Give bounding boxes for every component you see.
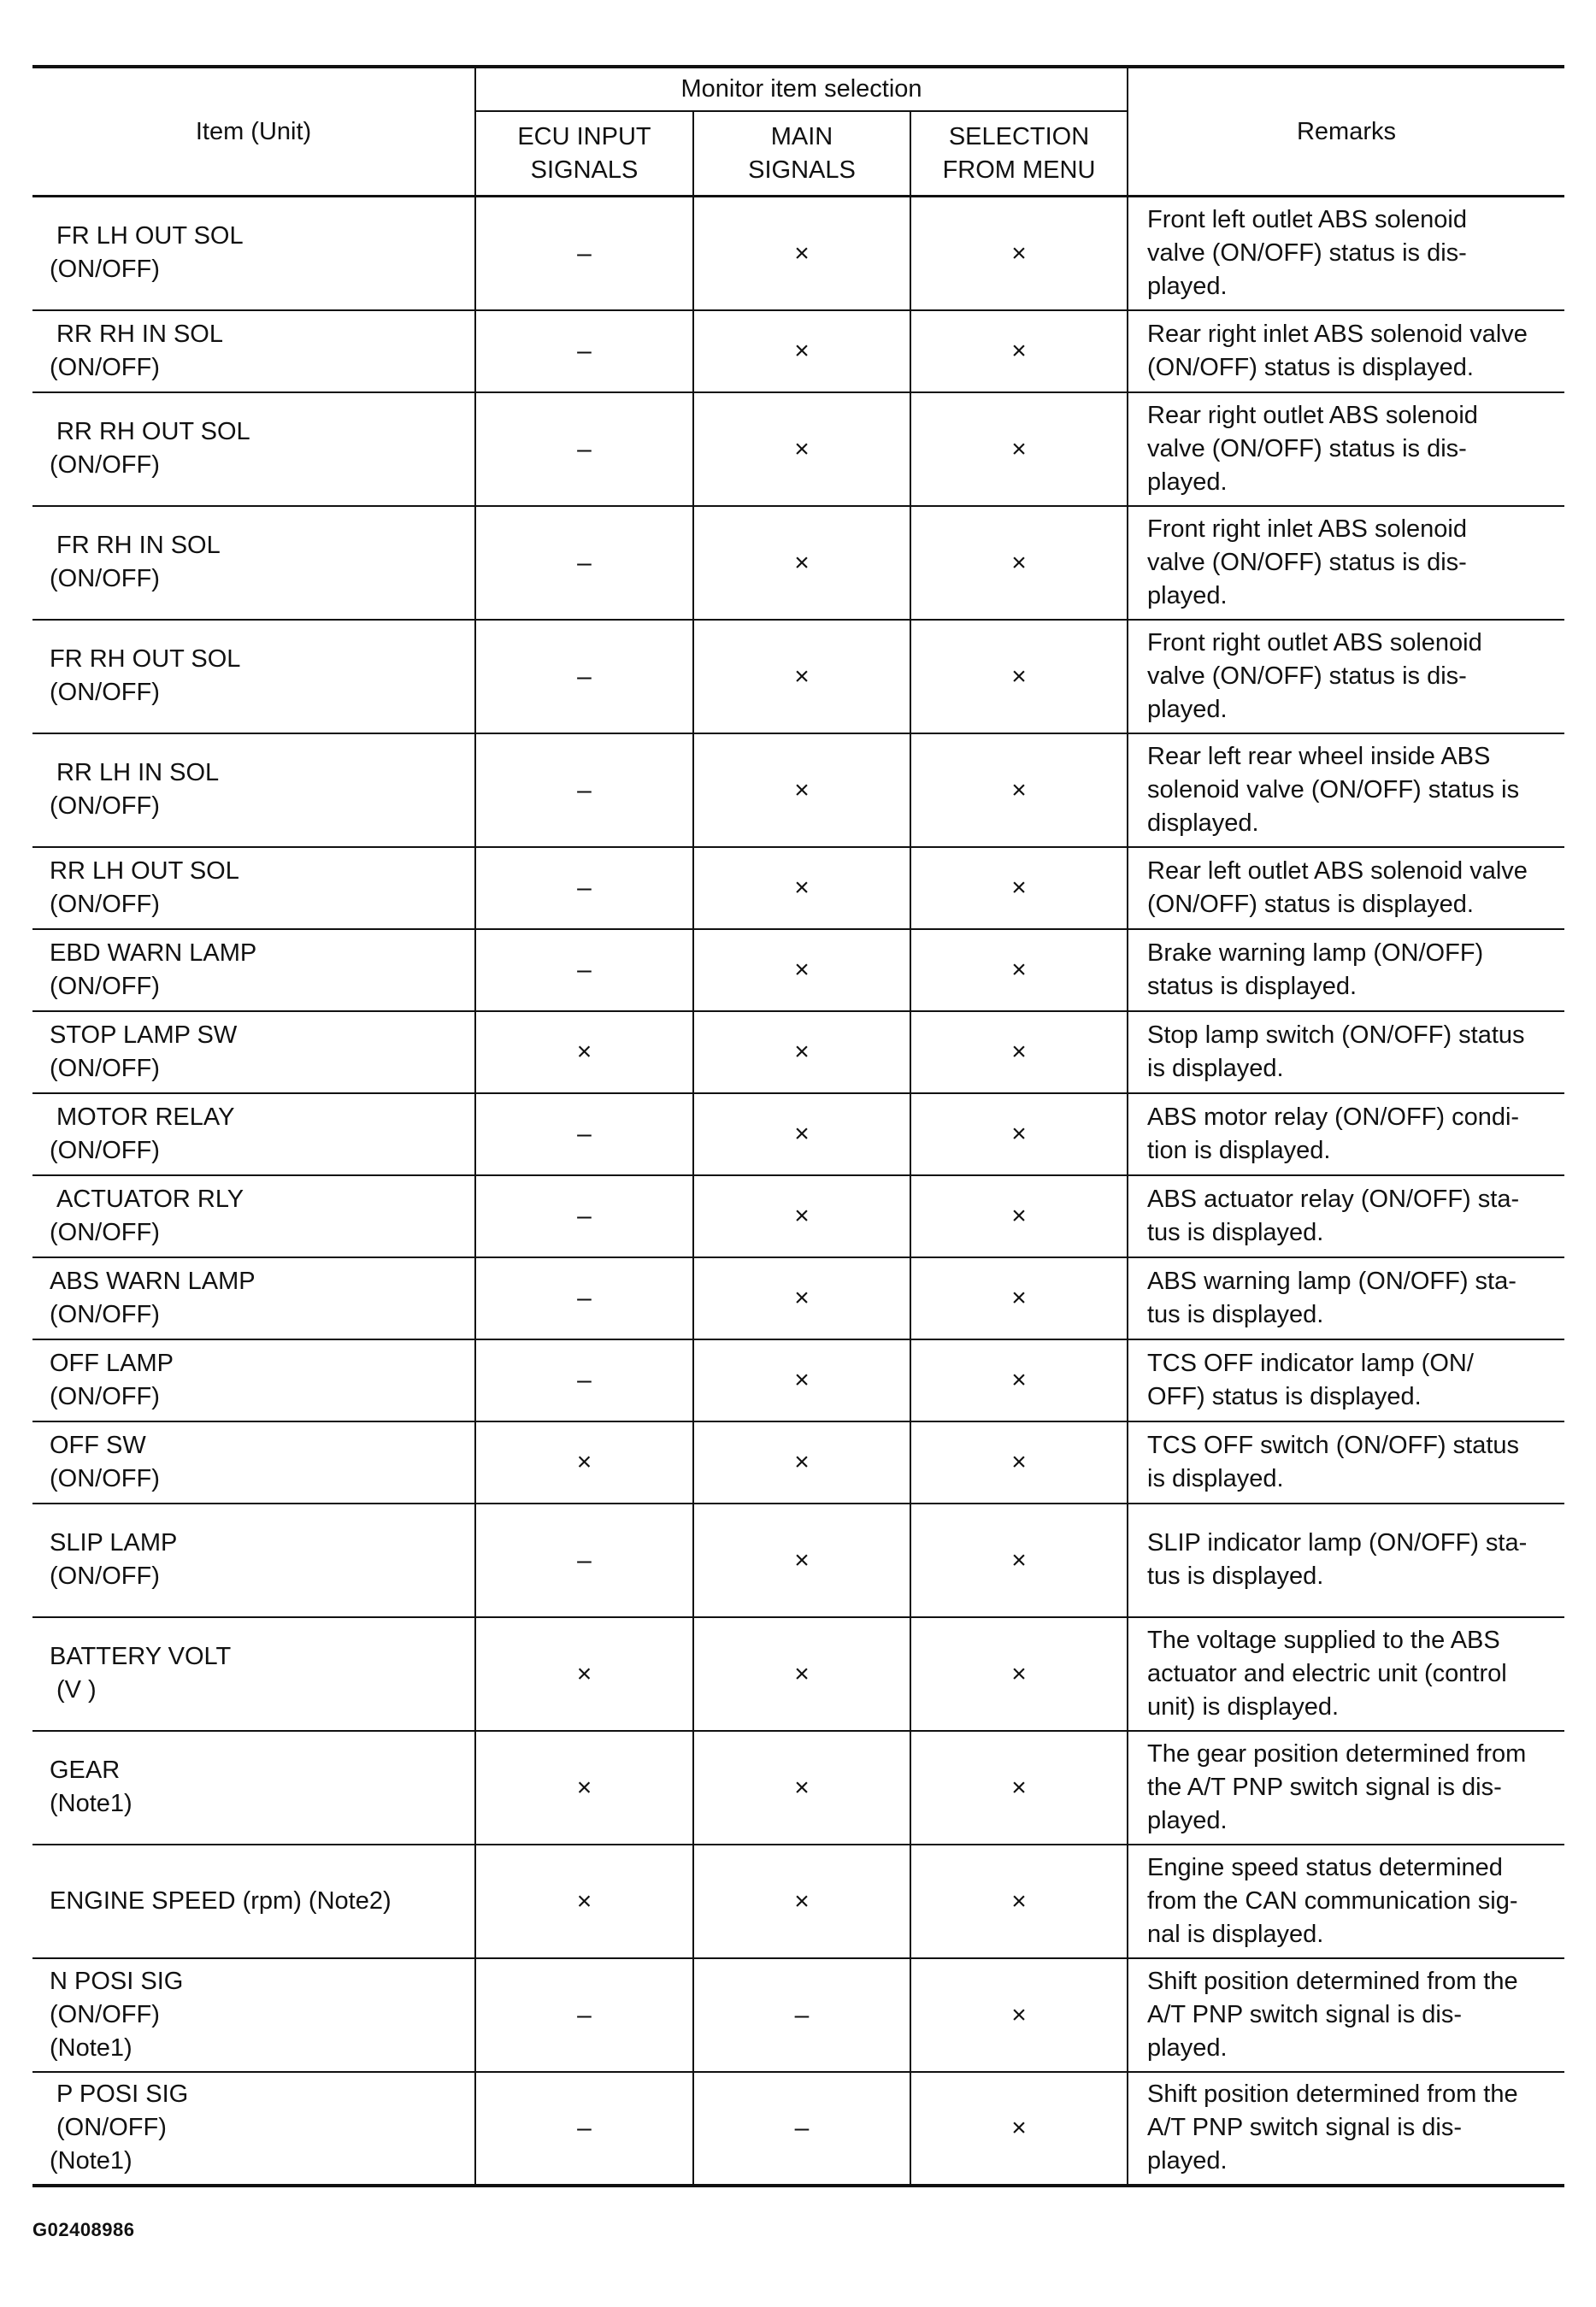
item-cell <box>32 620 475 733</box>
item-line: (ON/OFF) <box>50 1382 160 1410</box>
table-row <box>32 392 1564 506</box>
item-line: (ON/OFF) <box>50 972 160 1000</box>
item-cell <box>32 1421 475 1504</box>
item-line: OFF SW <box>50 1431 146 1459</box>
item-line: EBD WARN LAMP <box>50 939 257 967</box>
remarks-line: Brake warning lamp (ON/OFF) <box>1147 939 1484 967</box>
ecu-input-mark: × <box>475 1421 693 1504</box>
item-line: BATTERY VOLT <box>50 1643 232 1670</box>
item-line: (ON/OFF) <box>50 1136 160 1164</box>
remarks-line: TCS OFF indicator lamp (ON/ <box>1147 1349 1474 1377</box>
remarks-line: Engine speed status determined <box>1147 1853 1503 1881</box>
remarks-line: valve (ON/OFF) status is dis- <box>1147 434 1467 462</box>
main-signals-mark: × <box>693 310 910 392</box>
selection-menu-mark: × <box>910 929 1128 1011</box>
remarks-cell <box>1128 1845 1564 1958</box>
remarks-line: ABS actuator relay (ON/OFF) sta- <box>1147 1185 1520 1213</box>
remarks-line: from the CAN communication sig- <box>1147 1886 1518 1915</box>
remarks-cell <box>1128 392 1564 506</box>
ecu-input-mark: – <box>475 1093 693 1175</box>
remarks-line: TCS OFF switch (ON/OFF) status <box>1147 1431 1520 1459</box>
item-line: RR RH IN SOL <box>56 320 223 348</box>
table-row <box>32 1257 1564 1339</box>
main-signals-mark: × <box>693 1504 910 1617</box>
table-row <box>32 620 1564 733</box>
item-line: ABS WARN LAMP <box>50 1267 256 1295</box>
item-line: RR RH OUT SOL <box>56 418 250 445</box>
remarks-line: ABS motor relay (ON/OFF) condi- <box>1147 1103 1520 1131</box>
table-row <box>32 1731 1564 1845</box>
selection-menu-mark: × <box>910 392 1128 506</box>
item-line: ENGINE SPEED (rpm) (Note2) <box>50 1886 392 1915</box>
item-line: ACTUATOR RLY <box>56 1185 244 1213</box>
remarks-line: Rear right inlet ABS solenoid valve <box>1147 320 1528 348</box>
item-cell <box>32 1958 475 2072</box>
item-line: MOTOR RELAY <box>56 1103 235 1131</box>
table-row <box>32 1175 1564 1257</box>
ecu-input-mark: – <box>475 310 693 392</box>
selection-menu-mark: × <box>910 1504 1128 1617</box>
ecu-input-mark: – <box>475 847 693 929</box>
selection-menu-mark: × <box>910 1845 1128 1958</box>
item-line: FR LH OUT SOL <box>56 222 244 250</box>
item-line: STOP LAMP SW <box>50 1021 238 1049</box>
main-signals-header <box>693 111 910 197</box>
selection-menu-mark: × <box>910 733 1128 847</box>
remarks-cell <box>1128 929 1564 1011</box>
main-signals-mark: × <box>693 1617 910 1731</box>
ecu-input-mark: – <box>475 1257 693 1339</box>
selection-menu-mark: × <box>910 1093 1128 1175</box>
remarks-line: The gear position determined from <box>1147 1739 1527 1768</box>
selection-menu-mark: × <box>910 1617 1128 1731</box>
monitor-item-table-sheet <box>32 65 1564 2187</box>
remarks-line: (ON/OFF) status is displayed. <box>1147 353 1474 381</box>
main-signals-mark: × <box>693 506 910 620</box>
item-cell <box>32 1093 475 1175</box>
ecu-input-mark: – <box>475 1504 693 1617</box>
selection-menu-mark: × <box>910 310 1128 392</box>
remarks-line: SLIP indicator lamp (ON/OFF) sta- <box>1147 1529 1528 1557</box>
remarks-line: nal is displayed. <box>1147 1920 1324 1948</box>
remarks-line: valve (ON/OFF) status is dis- <box>1147 662 1467 690</box>
item-line: (Note1) <box>50 2033 133 2062</box>
ecu-input-signals-header <box>475 111 693 197</box>
item-cell <box>32 2072 475 2186</box>
remarks-line: solenoid valve (ON/OFF) status is <box>1147 775 1520 803</box>
table-row <box>32 1093 1564 1175</box>
table-row <box>32 1339 1564 1421</box>
ecu-input-mark: – <box>475 1175 693 1257</box>
ecu-input-mark: – <box>475 506 693 620</box>
item-line: (ON/OFF) <box>50 256 160 284</box>
item-cell <box>32 1731 475 1845</box>
item-line: FR RH IN SOL <box>56 532 221 559</box>
remarks-line: Front right outlet ABS solenoid <box>1147 628 1482 656</box>
remarks-cell <box>1128 1731 1564 1845</box>
remarks-line: played. <box>1147 1806 1228 1834</box>
item-cell <box>32 1257 475 1339</box>
selection-menu-mark: × <box>910 1731 1128 1845</box>
remarks-cell <box>1128 1011 1564 1093</box>
table-row <box>32 1958 1564 2072</box>
remarks-cell <box>1128 1958 1564 2072</box>
item-cell <box>32 506 475 620</box>
main-signals-mark: × <box>693 1845 910 1958</box>
item-line: (ON/OFF) <box>56 2114 167 2141</box>
ecu-input-mark: – <box>475 733 693 847</box>
remarks-header: Remarks <box>1128 67 1564 197</box>
main-signals-mark: × <box>693 929 910 1011</box>
remarks-line: played. <box>1147 581 1228 609</box>
table-row <box>32 310 1564 392</box>
item-line: P POSI SIG <box>56 2080 189 2108</box>
item-cell <box>32 1175 475 1257</box>
table-row <box>32 197 1564 310</box>
selection-menu-mark: × <box>910 1339 1128 1421</box>
remarks-line: (ON/OFF) status is displayed. <box>1147 890 1474 918</box>
remarks-line: actuator and electric unit (control <box>1147 1659 1507 1687</box>
table-row <box>32 1011 1564 1093</box>
ecu-input-mark: – <box>475 1958 693 2072</box>
selection-menu-mark: × <box>910 620 1128 733</box>
remarks-line: played. <box>1147 2033 1228 2062</box>
selection-menu-mark: × <box>910 506 1128 620</box>
selection-menu-mark: × <box>910 1257 1128 1339</box>
remarks-line: tus is displayed. <box>1147 1300 1324 1328</box>
main-signals-mark: × <box>693 1731 910 1845</box>
item-line: (ON/OFF) <box>50 451 160 479</box>
remarks-cell <box>1128 1175 1564 1257</box>
remarks-line: Rear left outlet ABS solenoid valve <box>1147 856 1528 885</box>
remarks-cell <box>1128 197 1564 310</box>
item-cell <box>32 310 475 392</box>
item-line: (ON/OFF) <box>50 1300 160 1328</box>
ecu-input-mark: – <box>475 1339 693 1421</box>
ecu-header-line-1: ECU INPUT <box>517 122 651 150</box>
item-line: FR RH OUT SOL <box>50 645 241 673</box>
table-row <box>32 929 1564 1011</box>
main-header-line-2: SIGNALS <box>748 156 856 184</box>
table-row <box>32 1617 1564 1731</box>
remarks-line: valve (ON/OFF) status is dis- <box>1147 238 1467 267</box>
selection-from-menu-header <box>910 111 1128 197</box>
item-line: OFF LAMP <box>50 1349 174 1377</box>
ecu-input-mark: × <box>475 1845 693 1958</box>
ecu-input-mark: – <box>475 2072 693 2186</box>
table-row <box>32 733 1564 847</box>
remarks-line: played. <box>1147 272 1228 300</box>
item-line: (Note1) <box>50 2147 133 2175</box>
remarks-line: ABS warning lamp (ON/OFF) sta- <box>1147 1267 1516 1295</box>
ecu-input-mark: × <box>475 1617 693 1731</box>
remarks-cell <box>1128 2072 1564 2186</box>
item-cell <box>32 1011 475 1093</box>
item-line: RR LH IN SOL <box>56 759 220 786</box>
selection-menu-mark: × <box>910 847 1128 929</box>
remarks-line: Front left outlet ABS solenoid <box>1147 205 1467 233</box>
remarks-line: tus is displayed. <box>1147 1563 1324 1590</box>
item-cell <box>32 1845 475 1958</box>
item-unit-header: Item (Unit) <box>32 67 475 197</box>
remarks-cell <box>1128 310 1564 392</box>
item-cell <box>32 1339 475 1421</box>
main-signals-mark: × <box>693 1175 910 1257</box>
main-signals-mark: × <box>693 733 910 847</box>
item-line: (ON/OFF) <box>50 565 160 592</box>
remarks-line: Stop lamp switch (ON/OFF) status <box>1147 1021 1525 1049</box>
remarks-line: unit) is displayed. <box>1147 1692 1340 1721</box>
remarks-cell <box>1128 847 1564 929</box>
item-line: GEAR <box>50 1757 121 1784</box>
remarks-line: valve (ON/OFF) status is dis- <box>1147 548 1467 576</box>
main-signals-mark: × <box>693 847 910 929</box>
remarks-line: displayed. <box>1147 809 1259 837</box>
main-signals-mark: – <box>693 1958 910 2072</box>
remarks-cell <box>1128 620 1564 733</box>
remarks-cell <box>1128 1257 1564 1339</box>
item-cell <box>32 1617 475 1731</box>
selection-menu-mark: × <box>910 1958 1128 2072</box>
item-cell <box>32 197 475 310</box>
remarks-line: Shift position determined from the <box>1147 2080 1518 2108</box>
item-line: (V ) <box>56 1676 97 1704</box>
selection-header-line-2: FROM MENU <box>942 156 1096 184</box>
ecu-input-mark: – <box>475 929 693 1011</box>
remarks-cell <box>1128 506 1564 620</box>
item-line: (ON/OFF) <box>50 679 160 706</box>
figure-code: G02408986 <box>32 2219 135 2240</box>
remarks-line: the A/T PNP switch signal is dis- <box>1147 1773 1502 1801</box>
remarks-line: A/T PNP switch signal is dis- <box>1147 2114 1462 2141</box>
item-line: (ON/OFF) <box>50 1218 160 1246</box>
main-signals-mark: × <box>693 197 910 310</box>
remarks-line: Shift position determined from the <box>1147 1967 1518 1995</box>
remarks-cell <box>1128 1093 1564 1175</box>
item-line: (ON/OFF) <box>50 890 160 918</box>
remarks-line: tion is displayed. <box>1147 1136 1331 1164</box>
remarks-line: played. <box>1147 468 1228 496</box>
monitor-item-table <box>32 65 1564 2187</box>
main-signals-mark: × <box>693 1011 910 1093</box>
item-line: N POSI SIG <box>50 1967 184 1995</box>
selection-menu-mark: × <box>910 1011 1128 1093</box>
main-signals-mark: × <box>693 1339 910 1421</box>
item-line: (ON/OFF) <box>50 353 160 381</box>
selection-menu-mark: × <box>910 1421 1128 1504</box>
item-cell <box>32 847 475 929</box>
remarks-line: tus is displayed. <box>1147 1218 1324 1246</box>
selection-menu-mark: × <box>910 2072 1128 2186</box>
main-signals-mark: × <box>693 1093 910 1175</box>
selection-menu-mark: × <box>910 1175 1128 1257</box>
remarks-cell <box>1128 1617 1564 1731</box>
remarks-line: is displayed. <box>1147 1464 1284 1492</box>
remarks-line: is displayed. <box>1147 1054 1284 1082</box>
main-signals-mark: – <box>693 2072 910 2186</box>
remarks-line: Rear right outlet ABS solenoid <box>1147 401 1478 429</box>
main-signals-mark: × <box>693 1257 910 1339</box>
table-row <box>32 506 1564 620</box>
ecu-input-mark: – <box>475 197 693 310</box>
remarks-line: A/T PNP switch signal is dis- <box>1147 2000 1462 2028</box>
item-cell <box>32 929 475 1011</box>
item-line: (Note1) <box>50 1790 133 1817</box>
item-cell <box>32 733 475 847</box>
table-header <box>32 67 1564 197</box>
remarks-cell <box>1128 1504 1564 1617</box>
remarks-cell <box>1128 1421 1564 1504</box>
item-line: SLIP LAMP <box>50 1529 178 1557</box>
remarks-line: Front right inlet ABS solenoid <box>1147 515 1467 543</box>
remarks-cell <box>1128 1339 1564 1421</box>
table-row <box>32 847 1564 929</box>
main-signals-mark: × <box>693 620 910 733</box>
remarks-cell <box>1128 733 1564 847</box>
item-line: (ON/OFF) <box>50 1563 160 1590</box>
item-line: (ON/OFF) <box>50 792 160 820</box>
remarks-line: status is displayed. <box>1147 972 1357 1000</box>
ecu-input-mark: × <box>475 1731 693 1845</box>
item-line: (ON/OFF) <box>50 2000 160 2028</box>
remarks-line: played. <box>1147 695 1228 723</box>
ecu-input-mark: – <box>475 392 693 506</box>
ecu-input-mark: – <box>475 620 693 733</box>
monitor-item-selection-header: Monitor item selection <box>475 67 1128 111</box>
main-signals-mark: × <box>693 392 910 506</box>
item-cell <box>32 392 475 506</box>
remarks-line: Rear left rear wheel inside ABS <box>1147 742 1491 770</box>
selection-menu-mark: × <box>910 197 1128 310</box>
ecu-input-mark: × <box>475 1011 693 1093</box>
table-row <box>32 2072 1564 2186</box>
table-row <box>32 1421 1564 1504</box>
item-cell <box>32 1504 475 1617</box>
item-line: (ON/OFF) <box>50 1464 160 1492</box>
main-signals-mark: × <box>693 1421 910 1504</box>
table-body <box>32 197 1564 2186</box>
table-row <box>32 1845 1564 1958</box>
table-row <box>32 1504 1564 1617</box>
remarks-line: OFF) status is displayed. <box>1147 1382 1422 1410</box>
selection-header-line-1: SELECTION <box>948 122 1090 150</box>
main-header-line-1: MAIN <box>770 122 833 150</box>
item-line: (ON/OFF) <box>50 1054 160 1082</box>
ecu-header-line-2: SIGNALS <box>530 156 639 184</box>
remarks-line: The voltage supplied to the ABS <box>1147 1626 1500 1654</box>
remarks-line: played. <box>1147 2147 1228 2175</box>
item-line: RR LH OUT SOL <box>50 856 239 885</box>
